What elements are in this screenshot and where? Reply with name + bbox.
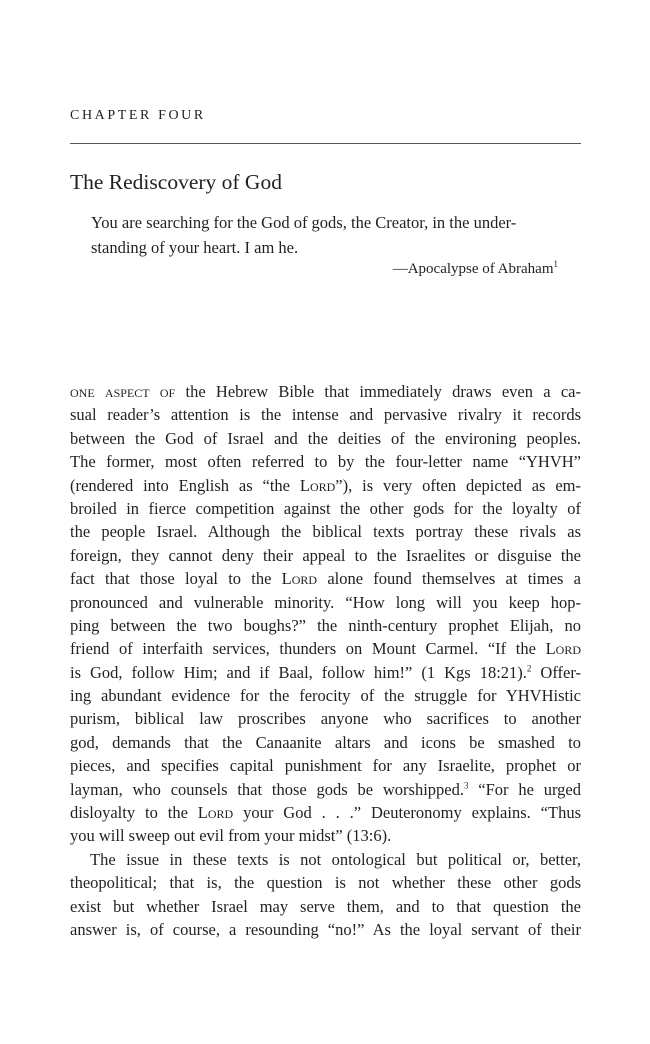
text-line: pieces, and specifies capital punishment for any Israelite, prophet or — [70, 756, 581, 776]
chapter-title: The Rediscovery of God — [70, 170, 282, 194]
text-line: broiled in fierce competition against the other gods for the loyalty of — [70, 498, 581, 518]
text-line: sual reader’s attention is the intense and pervasive rivalry it records — [70, 405, 581, 425]
footnote-ref: 2 — [526, 663, 532, 674]
text-run: layman, who counsels that those gods be worshipped. — [70, 779, 464, 799]
epigraph — [91, 210, 581, 260]
epigraph-line: You are searching for the God of gods, the Creator, in the under- — [91, 213, 517, 232]
text-line: god, demands that the Canaanite altars and icons be smashed to — [70, 732, 581, 752]
epigraph-attribution — [91, 258, 558, 280]
text-line: answer is, of course, a resounding “no!” As the loyal servant of their — [70, 919, 581, 939]
lord-small-caps: Lord — [281, 569, 318, 589]
text-line — [70, 661, 581, 684]
text-line: ing abundant evidence for the ferocity of the struggle for YHVHistic — [70, 686, 581, 706]
text-line: pronounced and vulnerable minority. “How long will you keep hop- — [70, 592, 581, 612]
text-line: The former, most often referred to by the four-letter name “YHVH” — [70, 452, 581, 472]
text-line: fact that those loyal to the Lord alone found themselves at times a — [70, 569, 581, 589]
text-run: Offer- — [531, 662, 581, 682]
text-line: exist but whether Israel may serve them, and to that question the — [70, 896, 581, 916]
text-line: foreign, they cannot deny their appeal to the Israelites or disguise the — [70, 545, 581, 565]
body-text — [70, 380, 581, 941]
text-line: friend of interfaith services, thunders on Mount Carmel. “If the Lord — [70, 639, 581, 659]
footnote-ref: 1 — [553, 259, 558, 269]
text-run: is God, follow Him; and if Baal, follow him!” (1 Kgs 18:21). — [70, 662, 527, 682]
text-line — [70, 380, 581, 403]
text-line: The issue in these texts is not ontological but political or, better, — [90, 849, 581, 869]
epigraph-line: standing of your heart. I am he. — [91, 238, 299, 257]
text-run: “For he urged — [468, 779, 582, 799]
lord-small-caps: Lord — [545, 639, 581, 659]
footnote-ref: 3 — [464, 780, 469, 791]
lord-small-caps: Lord — [197, 803, 234, 823]
lead-in: one aspect of — [70, 382, 176, 401]
text-run: the Hebrew Bible that immediately draws even a ca- — [175, 382, 581, 401]
attribution-text: —Apocalypse of Abraham — [392, 261, 554, 277]
text-line: theopolitical; that is, the question is not whether these other gods — [70, 873, 581, 893]
text-line: between the God of Israel and the deities of the environing peoples. — [70, 428, 581, 448]
header-rule — [70, 143, 581, 144]
lord-small-caps: Lord — [299, 475, 336, 495]
text-line: the people Israel. Although the biblical texts portray these rivals as — [70, 522, 581, 542]
chapter-label: CHAPTER FOUR — [70, 108, 206, 123]
text-line: you will sweep out evil from your midst” (13:6). — [70, 826, 392, 846]
text-line: disloyalty to the Lord your God . . .” Deuteronomy explains. “Thus — [70, 803, 581, 823]
text-line: (rendered into English as “the Lord”), is very often depicted as em- — [70, 475, 581, 495]
text-line: purism, biblical law proscribes anyone who sacrifices to another — [70, 709, 581, 729]
text-line: ping between the two boughs?” the ninth-century prophet Elijah, no — [70, 615, 581, 635]
text-line — [70, 778, 581, 801]
